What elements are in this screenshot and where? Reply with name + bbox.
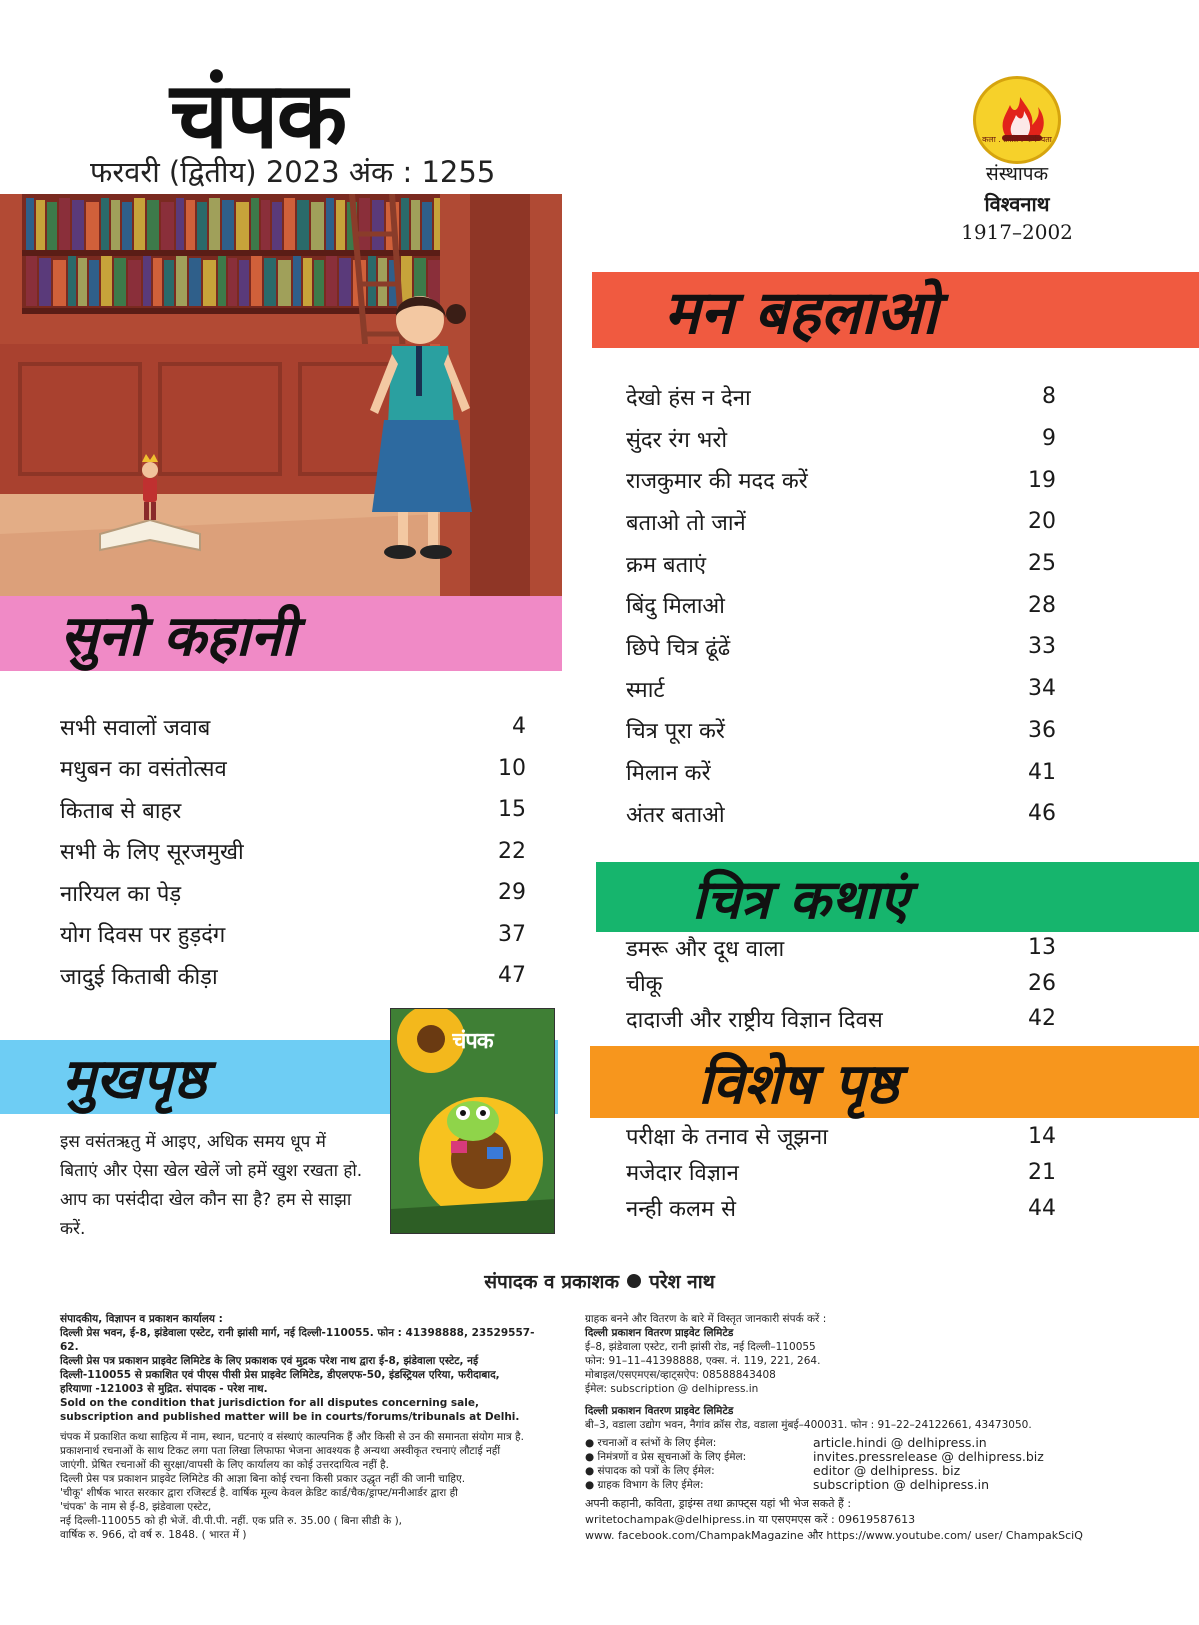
book-spine — [311, 202, 324, 250]
book-spine — [161, 202, 174, 250]
toc-entry[interactable] — [60, 789, 526, 831]
toc-entry[interactable] — [626, 584, 1056, 626]
toc-entry[interactable] — [60, 955, 526, 997]
contact-email-link[interactable]: article.hindi @ delhipress.in — [813, 1435, 987, 1450]
toc-entry[interactable] — [60, 831, 526, 873]
toc-entry-page: 28 — [1028, 592, 1056, 618]
book-spine — [218, 256, 226, 306]
book-spine — [101, 198, 109, 250]
section-banner-comics — [596, 862, 1199, 932]
toc-entry-page: 34 — [1028, 676, 1056, 702]
book-spine — [26, 198, 34, 250]
toc-comics — [626, 930, 1056, 1037]
toc-entry-page: 14 — [1028, 1123, 1056, 1149]
toc-entry-page: 47 — [498, 963, 526, 989]
toc-entry-page: 25 — [1028, 551, 1056, 577]
toc-entry-title: चीकू — [626, 972, 663, 998]
footer-line: जाएंगी. प्रेषित रचनाओं की सुरक्षा/वापसी के लिए कार्यालय का कोई उत्तरदायित्व नहीं है. — [60, 1459, 389, 1471]
footer-line: वार्षिक रु. 966, दो वर्ष रु. 1848. ( भारत में ) — [60, 1529, 247, 1541]
section-heading-special: विशेष पृष्ठ — [698, 1051, 899, 1117]
book-spine — [326, 198, 334, 250]
footer-line: subscription and published matter will be in courts/forums/tribunals at Delhi. — [60, 1411, 520, 1423]
toc-entry[interactable] — [626, 626, 1056, 668]
footer-notes — [60, 1430, 545, 1542]
toc-entry[interactable] — [60, 914, 526, 956]
toc-entry[interactable] — [626, 418, 1056, 460]
toc-entry-page: 46 — [1028, 801, 1056, 827]
toc-entry-page: 8 — [1042, 384, 1056, 410]
toc-entry-title: योग दिवस पर हुड़दंग — [60, 923, 226, 949]
book-spine — [143, 256, 151, 306]
toc-entry-page: 9 — [1042, 426, 1056, 452]
book-spine — [59, 198, 70, 250]
footer-subscribe-intro: ग्राहक बनने और वितरण के बारे में विस्तृत जानकारी संपर्क करें : — [585, 1313, 827, 1325]
footer-office-info — [60, 1312, 545, 1542]
book-spine — [164, 260, 174, 306]
book-spine — [209, 198, 220, 250]
book-spine — [78, 258, 87, 306]
toc-entry-title: किताब से बाहर — [60, 798, 182, 824]
book-spine — [89, 260, 99, 306]
book-spine — [422, 202, 432, 250]
toc-entry-title: देखो हंस न देना — [626, 385, 751, 411]
book-spine — [264, 258, 276, 306]
toc-entry[interactable] — [626, 1154, 1056, 1190]
toc-entry[interactable] — [626, 751, 1056, 793]
toc-entry-title: क्रम बताएं — [626, 552, 707, 578]
footer-line: प्रकाशनार्थ रचनाओं के साथ टिकट लगा पता लिखा लिफाफा भेजना आवश्यक है अन्यथा अस्वीकृत रचनाएं लौटाई नहीं — [60, 1445, 501, 1457]
section-heading-cover: मुखपृष्ठ — [62, 1046, 207, 1112]
toc-entry-page: 21 — [1028, 1159, 1056, 1185]
toc-entry[interactable] — [626, 793, 1056, 835]
toc-entry-title: नन्ही कलम से — [626, 1197, 736, 1222]
footer-line: मोबाइल/एसएमएस/व्हाट्सऐप: 08588843408 — [585, 1369, 776, 1381]
toc-entry-title: सुंदर रंग भरो — [626, 427, 728, 453]
book-spine — [293, 256, 301, 306]
section-heading-story: सुनो कहानी — [60, 602, 296, 669]
issue-line: फरवरी (द्वितीय) 2023 अंक : 1255 — [90, 155, 496, 189]
book-spine — [272, 202, 282, 250]
founder-name: विश्वनाथ — [984, 192, 1050, 216]
toc-entry-page: 26 — [1028, 970, 1056, 996]
book-spine — [101, 256, 112, 306]
toc-entry-page: 29 — [498, 880, 526, 906]
footer-office-lines — [60, 1326, 545, 1396]
contact-label: ● निमंत्रणों व प्रेस सूचनाओं के लिए ईमेल: — [585, 1451, 747, 1463]
founder-label: संस्थापक — [985, 163, 1049, 185]
footer-line: दिल्ली प्रेस पत्र प्रकाशन प्राइवेट लिमिटेड की आज्ञा बिना कोई रचना किसी प्रकार उद्धृत नहीं की जानी चाहिए. — [60, 1473, 466, 1485]
contact-row — [585, 1436, 1145, 1450]
toc-entry-title: सभी के लिए सूरजमुखी — [60, 840, 244, 866]
book-spine — [111, 200, 120, 250]
footer-mumbai-address: बी–3, वडाला उद्योग भवन, नैगांव क्रॉस रोड, वडाला मुंबई–400031. फोन : 91–22–24122661, 43473050. — [585, 1419, 1032, 1431]
emblem-caption: कला . क्रांति . कर्मण्यता — [982, 135, 1052, 144]
book-spine — [239, 260, 249, 306]
editor-publisher-line — [0, 1268, 1199, 1294]
toc-entry[interactable] — [626, 966, 1056, 1002]
book-spine — [176, 256, 187, 306]
toc-entry[interactable] — [626, 1190, 1056, 1226]
book-spine — [72, 200, 84, 250]
book-spine — [314, 260, 324, 306]
book-spine — [251, 256, 262, 306]
book-spine — [39, 258, 51, 306]
book-spine — [368, 256, 376, 306]
book-spine — [303, 258, 312, 306]
toc-entry-title: छिपे चित्र ढूंढें — [626, 635, 731, 661]
book-spine — [189, 258, 201, 306]
contact-row — [585, 1478, 1145, 1492]
delhipress-emblem-icon — [973, 76, 1061, 164]
toc-entry[interactable] — [60, 748, 526, 790]
book-spine — [401, 198, 409, 250]
bullet-icon — [627, 1274, 641, 1288]
contact-email-link[interactable]: editor @ delhipress. biz — [813, 1463, 961, 1478]
book-spine — [86, 202, 99, 250]
magazine-title: चंपक — [170, 62, 346, 169]
editor-name: परेश नाथ — [649, 1271, 715, 1293]
book-spine — [134, 198, 145, 250]
book-spine — [186, 200, 195, 250]
toc-entry-page: 33 — [1028, 634, 1056, 660]
toc-entry-title: डमरू और दूध वाला — [626, 936, 785, 962]
book-spine — [284, 198, 295, 250]
toc-entry-page: 13 — [1028, 935, 1056, 961]
toc-entry-title: चित्र पूरा करें — [626, 719, 725, 745]
toc-entry-title: दादाजी और राष्ट्रीय विज्ञान दिवस — [626, 1007, 883, 1033]
section-heading-fun: मन बहलाओ — [664, 278, 938, 348]
toc-entry-title: मधुबन का वसंतोत्सव — [60, 757, 227, 783]
book-spine — [278, 260, 291, 306]
footer-line: Sold on the condition that jurisdiction for all disputes concerning sale, — [60, 1397, 479, 1409]
toc-entry[interactable] — [626, 930, 1056, 966]
book-spine — [372, 200, 384, 250]
cover-description: इस वसंतऋतु में आइए, अधिक समय धूप में बिताएं और ऐसा खेल खेलें जो हमें खुश रखता हो. आप का पसंदीदा खेल कौन सा है? हम से साझा करें. — [60, 1132, 363, 1239]
footer-line: दिल्ली प्रेस पत्र प्रकाशन प्राइवेट लिमिटेड के लिए प्रकाशक एवं मुद्रक परेश नाथ द्वारा ई-8, झंडेवाला एस्टेट, नई — [60, 1355, 479, 1367]
section-banner-story — [0, 596, 562, 671]
library-illustration — [0, 194, 562, 598]
book-spine — [261, 200, 270, 250]
footer-line: दिल्ली-110055 से प्रकाशित एवं पीएस पीसी प्रेस प्राइवेट लिमिटेड, डीएलएफ-50, इंडस्ट्रियल एरिया, फरीदाबाद, — [60, 1369, 500, 1381]
footer-distribution-info — [585, 1312, 1145, 1544]
toc-entry-title: मिलान करें — [626, 761, 711, 787]
toc-entry-page: 15 — [498, 797, 526, 823]
book-spine — [228, 258, 237, 306]
toc-entry[interactable] — [626, 501, 1056, 543]
footer-line: चंपक में प्रकाशित कथा साहित्य में नाम, स्थान, घटनाएं व संस्थाएं काल्पनिक हैं और किसी से उन की समानता संयोग मात्र है. — [60, 1431, 524, 1443]
section-banner-fun — [592, 272, 1199, 348]
toc-entry-title: बिंदु मिलाओ — [626, 594, 725, 620]
toc-entry-page: 20 — [1028, 509, 1056, 535]
footer-line: ईमेल: subscription @ delhipress.in — [585, 1383, 759, 1395]
toc-entry-title: बताओ तो जानें — [626, 510, 746, 536]
footer-line: नई दिल्ली-110055 को ही भेजें. वी.पी.पी. नहीं. एक प्रति रु. 35.00 ( बिना सीडी के ), — [60, 1515, 403, 1527]
toc-entry-title: जादुई किताबी कीड़ा — [60, 964, 218, 990]
footer-line: 'चंपक' के नाम से ई-8, झंडेवाला एस्टेट, — [60, 1501, 212, 1513]
contact-label: ● ग्राहक विभाग के लिए ईमेल: — [585, 1479, 704, 1491]
toc-entry-page: 42 — [1028, 1006, 1056, 1032]
book-spine — [336, 200, 345, 250]
book-spine — [359, 198, 370, 250]
toc-entry-page: 22 — [498, 838, 526, 864]
footer-social-links[interactable]: www. facebook.com/ChampakMagazine और https://www.youtube.com/ user/ ChampakSciQ — [585, 1529, 1083, 1542]
footer-line: 'चीकू' शीर्षक भारत सरकार द्वारा रजिस्टर्ड है. वार्षिक मूल्य केवल क्रेडिट कार्ड/चैक/ड्राफ्ट/मनीआर्डर द्वारा ही — [60, 1487, 458, 1499]
footer-send-line[interactable]: writetochampak@delhipress.in या एसएमएस करें : 09619587613 — [585, 1513, 916, 1526]
footer-line: फोन: 91–11–41398888, एक्स. नं. 119, 221, 264. — [585, 1355, 821, 1367]
toc-entry[interactable] — [626, 459, 1056, 501]
founder-years: 1917–2002 — [961, 220, 1073, 244]
toc-entry-title: नारियल का पेड़ — [60, 881, 182, 907]
book-spine — [53, 260, 66, 306]
footer-line: हरियाणा -121003 से मुद्रित. संपादक - परेश नाथ. — [60, 1383, 268, 1395]
footer-company-mumbai: दिल्ली प्रकाशन वितरण प्राइवेट लिमिटेड — [585, 1405, 734, 1417]
book-spine — [147, 200, 159, 250]
cover-thumbnail — [390, 1008, 555, 1234]
book-spine — [36, 200, 45, 250]
footer-line: ई–8, झंडेवाला एस्टेट, रानी झांसी रोड, नई दिल्ली–110055 — [585, 1341, 816, 1353]
toc-entry[interactable] — [626, 1001, 1056, 1037]
toc-entry[interactable] — [626, 1118, 1056, 1154]
toc-entry-title: परीक्षा के तनाव से जूझना — [626, 1125, 828, 1150]
footer-office-heading: संपादकीय, विज्ञापन व प्रकाशन कार्यालय : — [60, 1313, 223, 1325]
contact-label: ● संपादक को पत्रों के लिए ईमेल: — [585, 1465, 715, 1477]
book-spine — [26, 256, 37, 306]
book-spine — [68, 256, 76, 306]
toc-entry[interactable] — [626, 710, 1056, 752]
book-spine — [251, 198, 259, 250]
toc-entry[interactable] — [60, 872, 526, 914]
book-spine — [222, 200, 234, 250]
footer-jurisdiction — [60, 1396, 545, 1424]
contact-email-link[interactable]: invites.pressrelease @ delhipress.biz — [813, 1449, 1044, 1464]
toc-entry-title: सभी सवालों जवाब — [60, 715, 211, 741]
book-spine — [236, 202, 249, 250]
book-spine — [326, 256, 337, 306]
toc-entry[interactable] — [626, 376, 1056, 418]
toc-entry-page: 10 — [498, 755, 526, 781]
book-spine — [297, 200, 309, 250]
toc-entry-page: 36 — [1028, 717, 1056, 743]
footer-company-lines — [585, 1340, 1145, 1396]
toc-entry-page: 44 — [1028, 1195, 1056, 1221]
footer-send-note: अपनी कहानी, कविता, ड्राइंग्स तथा क्राफ्ट्स यहां भी भेज सकते हैं : — [585, 1497, 852, 1510]
contact-label: ● रचनाओं व स्तंभों के लिए ईमेल: — [585, 1437, 717, 1449]
toc-entry-page: 37 — [498, 921, 526, 947]
book-spine — [153, 258, 162, 306]
footer-company: दिल्ली प्रकाशन वितरण प्राइवेट लिमिटेड — [585, 1327, 734, 1339]
section-heading-comics: चित्र कथाएं — [692, 867, 909, 931]
toc-entry-title: मजेदार विज्ञान — [626, 1161, 739, 1186]
book-spine — [339, 258, 351, 306]
toc-fun — [626, 376, 1056, 835]
contact-row — [585, 1450, 1145, 1464]
book-spine — [203, 260, 216, 306]
toc-entry[interactable] — [60, 706, 526, 748]
toc-entry-title: अंतर बताओ — [626, 802, 725, 828]
toc-entry-page: 41 — [1028, 759, 1056, 785]
book-spine — [47, 202, 57, 250]
footer-line: दिल्ली प्रेस भवन, ई-8, झंडेवाला एस्टेट, रानी झांसी मार्ग, नई दिल्ली-110055. फोन : 41398888, 23529557-62. — [60, 1327, 535, 1353]
book-spine — [128, 260, 141, 306]
toc-entry[interactable] — [626, 668, 1056, 710]
contact-row — [585, 1464, 1145, 1478]
contact-email-link[interactable]: subscription @ delhipress.in — [813, 1477, 990, 1492]
book-spine — [114, 258, 126, 306]
toc-entry-title: स्मार्ट — [626, 677, 665, 703]
book-spine — [176, 198, 184, 250]
toc-entry-page: 4 — [512, 714, 526, 740]
toc-entry[interactable] — [626, 543, 1056, 585]
book-spine — [411, 200, 420, 250]
cover-thumbnail-title: चंपक — [452, 1029, 493, 1054]
footer-contacts — [585, 1436, 1145, 1492]
toc-entry-title: राजकुमार की मदद करें — [626, 469, 808, 495]
toc-story — [60, 706, 526, 997]
book-spine — [122, 202, 132, 250]
toc-special — [626, 1118, 1056, 1226]
book-spine — [197, 202, 207, 250]
toc-entry-page: 19 — [1028, 467, 1056, 493]
section-banner-special — [590, 1046, 1199, 1118]
editor-label: संपादक व प्रकाशक — [484, 1271, 620, 1293]
